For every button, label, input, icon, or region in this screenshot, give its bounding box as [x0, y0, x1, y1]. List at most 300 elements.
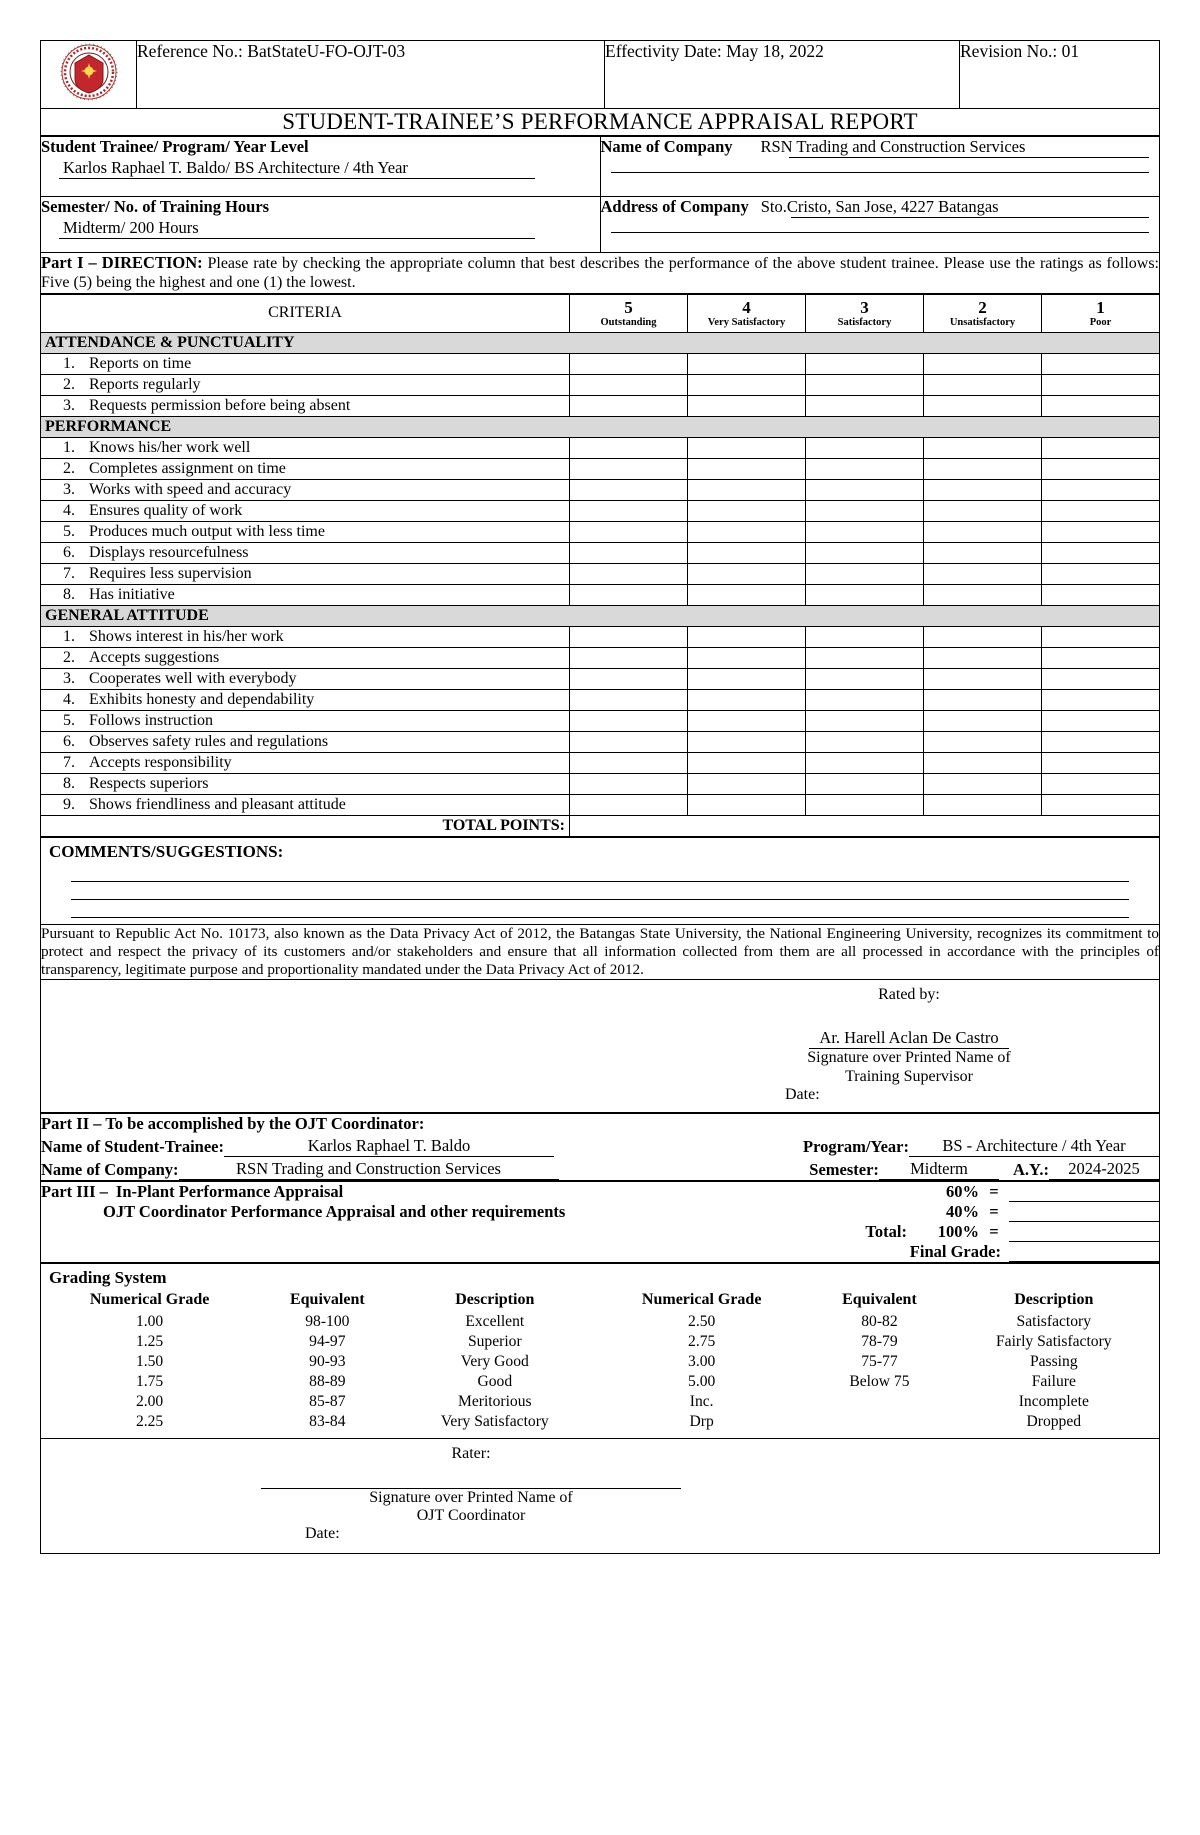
- rater-row: [41, 1439, 1160, 1554]
- criteria-column-header: CRITERIA: [41, 294, 570, 332]
- part3-final-grade: [41, 1242, 1159, 1262]
- grade-description: Fairly Satisfactory: [995, 1333, 1112, 1351]
- address-underline-2: [611, 232, 1150, 233]
- grade-description: Very Satisfactory: [440, 1413, 549, 1431]
- direction-cell: [41, 253, 1160, 294]
- item-number: 5.: [63, 522, 75, 540]
- item-label: Requests permission before being absent: [89, 396, 351, 414]
- rating-checkbox-5[interactable]: [570, 437, 688, 458]
- rating-checkbox-2[interactable]: [924, 689, 1042, 710]
- rating-5-number: 5: [624, 297, 633, 317]
- rating-checkbox-3[interactable]: [806, 626, 924, 647]
- rating-checkbox-1[interactable]: [1042, 458, 1160, 479]
- grade-description: Passing: [1029, 1353, 1078, 1371]
- criterion-cell: [41, 773, 570, 794]
- rater-caption-2: OJT Coordinator: [416, 1507, 526, 1525]
- rating-checkbox-4[interactable]: [688, 794, 806, 815]
- item-number: 4.: [63, 501, 75, 519]
- rating-checkbox-1[interactable]: [1042, 479, 1160, 500]
- criterion-cell: [41, 479, 570, 500]
- item-number: 9.: [63, 795, 75, 813]
- rating-column-5: [570, 294, 688, 332]
- total-points-value[interactable]: [570, 815, 1160, 836]
- item-number: 4.: [63, 690, 75, 708]
- part3-cell: [41, 1182, 1160, 1263]
- grade-equivalent: 80-82: [861, 1313, 898, 1331]
- part3-line2-equals: =: [989, 1202, 999, 1222]
- rating-checkbox-4[interactable]: [688, 563, 806, 584]
- part2-company-row: [41, 1159, 1159, 1180]
- item-label: Follows instruction: [89, 711, 214, 729]
- comments-label: COMMENTS/SUGGESTIONS:: [49, 841, 284, 861]
- item-number: 6.: [63, 732, 75, 750]
- rating-checkbox-3[interactable]: [806, 647, 924, 668]
- table-row: [41, 521, 1160, 542]
- item-number: 1.: [63, 354, 75, 372]
- supervisor-name[interactable]: Ar. Harell Aclan De Castro: [809, 1028, 1008, 1049]
- table-row: [41, 374, 1160, 395]
- item-label: Reports regularly: [89, 375, 201, 393]
- student-label: Student Trainee/ Program/ Year Level: [41, 137, 309, 156]
- criterion-cell: [41, 395, 570, 416]
- rating-checkbox-5[interactable]: [570, 731, 688, 752]
- student-underline: [59, 178, 535, 179]
- item-label: Shows friendliness and pleasant attitude: [89, 795, 346, 813]
- item-label: Displays resourcefulness: [89, 543, 249, 561]
- rating-checkbox-4[interactable]: [688, 458, 806, 479]
- rating-checkbox-4[interactable]: [688, 773, 806, 794]
- part2-ay-value[interactable]: 2024-2025: [1049, 1159, 1159, 1180]
- grade-value: 1.50: [135, 1353, 164, 1371]
- rating-checkbox-1[interactable]: [1042, 626, 1160, 647]
- page-title: STUDENT-TRAINEE’S PERFORMANCE APPRAISAL REPORT: [282, 109, 918, 134]
- rating-checkbox-3[interactable]: [806, 794, 924, 815]
- rating-checkbox-1[interactable]: [1042, 395, 1160, 416]
- rating-checkbox-3[interactable]: [806, 500, 924, 521]
- table-row: [41, 731, 1160, 752]
- part3-total-label: Total:: [865, 1222, 907, 1242]
- grade-equivalent: [810, 1392, 948, 1412]
- item-label: Completes assignment on time: [89, 459, 286, 477]
- rating-checkbox-1[interactable]: [1042, 353, 1160, 374]
- semester-value[interactable]: Midterm/ 200 Hours: [63, 218, 199, 237]
- rating-checkbox-1[interactable]: [1042, 374, 1160, 395]
- semester-info-cell: [41, 197, 601, 253]
- criterion-cell: [41, 794, 570, 815]
- part3-total-value[interactable]: [1009, 1225, 1159, 1242]
- part3-line2-label: OJT Coordinator Performance Appraisal and other requirements: [103, 1202, 566, 1222]
- part3-line1-value[interactable]: [1009, 1185, 1159, 1202]
- rating-checkbox-5[interactable]: [570, 374, 688, 395]
- rating-checkbox-3[interactable]: [806, 437, 924, 458]
- section-title-general-attitude: GENERAL ATTITUDE: [41, 605, 1160, 626]
- table-row: [41, 563, 1160, 584]
- part2-program-value[interactable]: BS - Architecture / 4th Year: [909, 1136, 1159, 1157]
- rating-checkbox-3[interactable]: [806, 563, 924, 584]
- rated-by-inner: [699, 986, 1119, 1104]
- address-row: [601, 197, 1160, 217]
- rating-checkbox-2[interactable]: [924, 752, 1042, 773]
- rating-checkbox-1[interactable]: [1042, 500, 1160, 521]
- rating-checkbox-4[interactable]: [688, 752, 806, 773]
- address-underline: [791, 217, 1150, 218]
- part3-line1-label: In-Plant Performance Appraisal: [115, 1182, 344, 1202]
- grading-header-equivalent-2: Equivalent: [842, 1291, 917, 1309]
- item-number: 2.: [63, 459, 75, 477]
- rating-1-label: Poor: [1089, 316, 1112, 328]
- table-row: [41, 542, 1160, 563]
- company-info-cell: [600, 137, 1160, 197]
- rating-checkbox-2[interactable]: [924, 353, 1042, 374]
- rating-checkbox-3[interactable]: [806, 689, 924, 710]
- table-row: [41, 668, 1160, 689]
- rating-5-label: Outstanding: [600, 316, 657, 328]
- grading-data-row: [41, 1392, 1159, 1412]
- part3-line1-equals: =: [989, 1182, 999, 1202]
- comment-line-1[interactable]: [71, 864, 1129, 882]
- criterion-cell: [41, 542, 570, 563]
- rating-checkbox-4[interactable]: [688, 437, 806, 458]
- rating-checkbox-2[interactable]: [924, 647, 1042, 668]
- supervisor-date-label[interactable]: Date:: [785, 1086, 820, 1104]
- rating-checkbox-4[interactable]: [688, 647, 806, 668]
- grade-equivalent: Below 75: [849, 1373, 910, 1391]
- part2-ay-label: A.Y.:: [1012, 1160, 1049, 1180]
- grade-equivalent: 83-84: [309, 1413, 346, 1431]
- rating-3-number: 3: [860, 297, 869, 317]
- grade-value: Drp: [689, 1413, 714, 1431]
- university-seal-cell: [41, 41, 137, 109]
- part2-company-value[interactable]: RSN Trading and Construction Services: [179, 1159, 559, 1180]
- rating-checkbox-2[interactable]: [924, 374, 1042, 395]
- rating-3-label: Satisfactory: [837, 316, 892, 328]
- rater-block: [41, 1439, 1159, 1553]
- rating-checkbox-2[interactable]: [924, 521, 1042, 542]
- rating-checkbox-2[interactable]: [924, 437, 1042, 458]
- student-value[interactable]: Karlos Raphael T. Baldo/ BS Architecture / 4th Year: [63, 158, 408, 177]
- grade-description: Failure: [1031, 1373, 1076, 1391]
- rating-checkbox-2[interactable]: [924, 479, 1042, 500]
- part2-program-label: Program/Year:: [803, 1137, 909, 1157]
- rating-checkbox-2[interactable]: [924, 458, 1042, 479]
- semester-address-row: [41, 197, 1160, 253]
- rating-checkbox-1[interactable]: [1042, 437, 1160, 458]
- item-label: Has initiative: [89, 585, 175, 603]
- rating-checkbox-2[interactable]: [924, 794, 1042, 815]
- rated-by-block: [41, 980, 1159, 1112]
- supervisor-caption-1: Signature over Printed Name of: [807, 1049, 1011, 1067]
- document-header-table: [40, 40, 1160, 136]
- rating-checkbox-1[interactable]: [1042, 668, 1160, 689]
- rating-checkbox-3[interactable]: [806, 542, 924, 563]
- rating-checkbox-2[interactable]: [924, 731, 1042, 752]
- grade-equivalent: 88-89: [309, 1373, 346, 1391]
- item-number: 2.: [63, 648, 75, 666]
- rating-checkbox-1[interactable]: [1042, 731, 1160, 752]
- item-number: 1.: [63, 438, 75, 456]
- criterion-cell: [41, 563, 570, 584]
- company-underline-2: [611, 172, 1150, 173]
- rating-checkbox-5[interactable]: [570, 542, 688, 563]
- part2-row: [41, 1114, 1160, 1181]
- part2-semester-label: Semester:: [809, 1160, 879, 1180]
- section-title-performance: PERFORMANCE: [41, 416, 1160, 437]
- rating-checkbox-1[interactable]: [1042, 542, 1160, 563]
- item-number: 6.: [63, 543, 75, 561]
- company-label: Name of Company: [600, 137, 733, 156]
- criteria-rating-table: [40, 294, 1160, 837]
- rating-checkbox-4[interactable]: [688, 500, 806, 521]
- part3-line2-value[interactable]: [1009, 1205, 1159, 1222]
- rating-checkbox-3[interactable]: [806, 374, 924, 395]
- rating-checkbox-5[interactable]: [570, 458, 688, 479]
- rating-checkbox-5[interactable]: [570, 647, 688, 668]
- rating-checkbox-1[interactable]: [1042, 689, 1160, 710]
- table-row: [41, 395, 1160, 416]
- address-label: Address of Company: [600, 197, 749, 216]
- rating-checkbox-3[interactable]: [806, 458, 924, 479]
- part2-cell: [41, 1114, 1160, 1181]
- rating-checkbox-1[interactable]: [1042, 752, 1160, 773]
- rating-checkbox-2[interactable]: [924, 542, 1042, 563]
- table-row: [41, 752, 1160, 773]
- grading-data-row: [41, 1332, 1159, 1352]
- grading-data-row: [41, 1412, 1159, 1432]
- rating-checkbox-4[interactable]: [688, 521, 806, 542]
- part3-line1: [41, 1182, 1159, 1202]
- header-row: [41, 41, 1160, 109]
- item-number: 8.: [63, 585, 75, 603]
- direction-text: Please rate by checking the appropriate column that best describes the performance of the above student trainee. Please use the ratings as follows: Five (5) being the highest and one (1) the lowest.: [41, 255, 1159, 291]
- item-label: Ensures quality of work: [89, 501, 243, 519]
- rating-checkbox-2[interactable]: [924, 395, 1042, 416]
- rating-checkbox-1[interactable]: [1042, 521, 1160, 542]
- rating-checkbox-4[interactable]: [688, 479, 806, 500]
- grade-value: 1.75: [135, 1373, 164, 1391]
- grade-value: 2.25: [135, 1413, 164, 1431]
- grade-value: 2.75: [688, 1333, 716, 1351]
- semester-label: Semester/ No. of Training Hours: [41, 197, 270, 216]
- grade-value: 5.00: [688, 1373, 716, 1391]
- item-label: Produces much output with less time: [89, 522, 325, 540]
- rating-checkbox-4[interactable]: [688, 395, 806, 416]
- table-row: [41, 773, 1160, 794]
- comment-line-2[interactable]: [71, 882, 1129, 900]
- criterion-cell: [41, 458, 570, 479]
- rating-checkbox-3[interactable]: [806, 584, 924, 605]
- rating-checkbox-3[interactable]: [806, 395, 924, 416]
- table-row: [41, 458, 1160, 479]
- criterion-cell: [41, 668, 570, 689]
- rating-checkbox-5[interactable]: [570, 668, 688, 689]
- rating-checkbox-3[interactable]: [806, 731, 924, 752]
- item-number: 3.: [63, 669, 75, 687]
- rating-checkbox-2[interactable]: [924, 500, 1042, 521]
- rating-checkbox-5[interactable]: [570, 563, 688, 584]
- grade-equivalent: 85-87: [309, 1393, 346, 1411]
- rating-checkbox-5[interactable]: [570, 752, 688, 773]
- criterion-cell: [41, 626, 570, 647]
- rating-checkbox-3[interactable]: [806, 773, 924, 794]
- item-number: 3.: [63, 396, 75, 414]
- table-row: [41, 479, 1160, 500]
- rating-checkbox-1[interactable]: [1042, 647, 1160, 668]
- rating-checkbox-4[interactable]: [688, 731, 806, 752]
- part2-name-value[interactable]: Karlos Raphael T. Baldo: [224, 1136, 554, 1157]
- grade-description: Dropped: [1026, 1413, 1082, 1431]
- item-number: 7.: [63, 753, 75, 771]
- rating-checkbox-3[interactable]: [806, 710, 924, 731]
- rating-checkbox-2[interactable]: [924, 563, 1042, 584]
- part3-line1-pct: 60%: [946, 1182, 979, 1202]
- rating-checkbox-5[interactable]: [570, 479, 688, 500]
- grade-description: Very Good: [460, 1353, 529, 1371]
- comments-cell: [41, 837, 1160, 924]
- rating-column-2: [924, 294, 1042, 332]
- grade-value: 1.00: [135, 1313, 164, 1331]
- rating-checkbox-5[interactable]: [570, 794, 688, 815]
- address-value[interactable]: Sto.Cristo, San Jose, 4227 Batangas: [760, 197, 999, 216]
- criterion-cell: [41, 521, 570, 542]
- grade-equivalent: 94-97: [309, 1333, 346, 1351]
- rating-checkbox-4[interactable]: [688, 710, 806, 731]
- table-row: [41, 794, 1160, 815]
- rating-checkbox-3[interactable]: [806, 752, 924, 773]
- rating-checkbox-1[interactable]: [1042, 773, 1160, 794]
- rating-checkbox-5[interactable]: [570, 521, 688, 542]
- rating-checkbox-4[interactable]: [688, 689, 806, 710]
- final-grade-label: Final Grade:: [909, 1242, 1001, 1262]
- comments-row: [41, 837, 1160, 924]
- criterion-cell: [41, 731, 570, 752]
- item-label: Requires less supervision: [89, 564, 252, 582]
- rating-checkbox-1[interactable]: [1042, 794, 1160, 815]
- rating-checkbox-5[interactable]: [570, 395, 688, 416]
- rating-2-number: 2: [978, 297, 987, 317]
- supervisor-name-wrap: [699, 1028, 1119, 1049]
- item-label: Respects superiors: [89, 774, 209, 792]
- rating-checkbox-4[interactable]: [688, 584, 806, 605]
- rating-1-number: 1: [1096, 297, 1105, 317]
- rating-checkbox-1[interactable]: [1042, 584, 1160, 605]
- criterion-cell: [41, 374, 570, 395]
- item-label: Knows his/her work well: [89, 438, 251, 456]
- rated-by-row: [41, 980, 1160, 1113]
- grading-cell: [41, 1264, 1160, 1439]
- criterion-cell: [41, 752, 570, 773]
- rating-checkbox-2[interactable]: [924, 773, 1042, 794]
- rating-checkbox-5[interactable]: [570, 500, 688, 521]
- final-grade-value[interactable]: [1009, 1245, 1159, 1262]
- section-header-attendance: [41, 332, 1160, 353]
- rating-checkbox-3[interactable]: [806, 353, 924, 374]
- criterion-cell: [41, 647, 570, 668]
- student-company-row: [41, 137, 1160, 197]
- part2-name-row: [41, 1136, 1159, 1157]
- item-label: Observes safety rules and regulations: [89, 732, 329, 750]
- document-title-cell: [41, 109, 1160, 136]
- rating-4-label: Very Satisfactory: [707, 316, 786, 328]
- rating-checkbox-3[interactable]: [806, 668, 924, 689]
- grading-system-table: [40, 1263, 1160, 1554]
- company-value[interactable]: RSN Trading and Construction Services: [760, 137, 1026, 156]
- supervisor-caption-2: Training Supervisor: [845, 1067, 973, 1085]
- rating-checkbox-4[interactable]: [688, 353, 806, 374]
- table-row: [41, 353, 1160, 374]
- rating-checkbox-2[interactable]: [924, 710, 1042, 731]
- grading-header-description-1: Description: [455, 1291, 535, 1309]
- grading-scale-table: [41, 1290, 1159, 1432]
- comment-line-3[interactable]: [71, 900, 1129, 918]
- item-label: Accepts responsibility: [89, 753, 232, 771]
- part2-company-label: Name of Company:: [41, 1160, 179, 1180]
- item-label: Reports on time: [89, 354, 192, 372]
- rater-signature-line[interactable]: [261, 1463, 681, 1489]
- grading-data-row: [41, 1352, 1159, 1372]
- rating-checkbox-4[interactable]: [688, 668, 806, 689]
- student-info-cell: [41, 137, 601, 197]
- rating-checkbox-2[interactable]: [924, 668, 1042, 689]
- rating-checkbox-3[interactable]: [806, 479, 924, 500]
- privacy-row: [41, 924, 1160, 980]
- part3-table: [40, 1181, 1160, 1263]
- grade-description: Satisfactory: [1016, 1313, 1092, 1331]
- section-title-attendance: ATTENDANCE & PUNCTUALITY: [41, 332, 1160, 353]
- rater-cell: [41, 1439, 1160, 1554]
- rating-checkbox-1[interactable]: [1042, 563, 1160, 584]
- rating-checkbox-5[interactable]: [570, 773, 688, 794]
- part2-table: [40, 1113, 1160, 1181]
- rating-checkbox-5[interactable]: [570, 353, 688, 374]
- rating-checkbox-1[interactable]: [1042, 710, 1160, 731]
- grade-value: 2.50: [688, 1313, 716, 1331]
- table-row: [41, 647, 1160, 668]
- part2-semester-value[interactable]: Midterm: [879, 1159, 999, 1180]
- table-row: [41, 584, 1160, 605]
- rating-checkbox-4[interactable]: [688, 374, 806, 395]
- table-row: [41, 626, 1160, 647]
- rating-checkbox-4[interactable]: [688, 626, 806, 647]
- rating-checkbox-2[interactable]: [924, 626, 1042, 647]
- rating-checkbox-5[interactable]: [570, 710, 688, 731]
- rating-checkbox-5[interactable]: [570, 626, 688, 647]
- part2-name-label: Name of Student-Trainee:: [41, 1137, 224, 1157]
- privacy-notice: Pursuant to Republic Act No. 10173, also known as the Data Privacy Act of 2012, the Batangas State University, the National Engineering University, recognizes its commitment to protect and respect the privacy of its customers and/or stakeholders and ensure that all information collected from them are all processed in accordance with the principles of transparency, legitimate purpose and proportionality mandated under the Data Privacy Act of 2012.: [41, 924, 1159, 979]
- rating-column-3: [806, 294, 924, 332]
- grading-row: [41, 1264, 1160, 1439]
- student-value-wrap: [41, 158, 600, 178]
- direction-lead: Part I – DIRECTION:: [41, 253, 203, 272]
- part3-line2-pct: 40%: [946, 1202, 979, 1222]
- rating-column-4: [688, 294, 806, 332]
- grade-value: Inc.: [689, 1393, 714, 1411]
- criterion-cell: [41, 710, 570, 731]
- revision-no-cell: Revision No.: 01: [960, 41, 1160, 109]
- criterion-cell: [41, 689, 570, 710]
- rater-date-label[interactable]: Date:: [305, 1525, 340, 1543]
- rating-checkbox-5[interactable]: [570, 689, 688, 710]
- section-header-performance: [41, 416, 1160, 437]
- rating-checkbox-4[interactable]: [688, 542, 806, 563]
- rating-checkbox-2[interactable]: [924, 584, 1042, 605]
- item-number: 1.: [63, 627, 75, 645]
- grade-value: 2.00: [135, 1393, 164, 1411]
- rating-column-1: [1042, 294, 1160, 332]
- rating-checkbox-3[interactable]: [806, 521, 924, 542]
- item-label: Cooperates well with everybody: [89, 669, 297, 687]
- rating-checkbox-5[interactable]: [570, 584, 688, 605]
- rater-inner: [241, 1445, 701, 1543]
